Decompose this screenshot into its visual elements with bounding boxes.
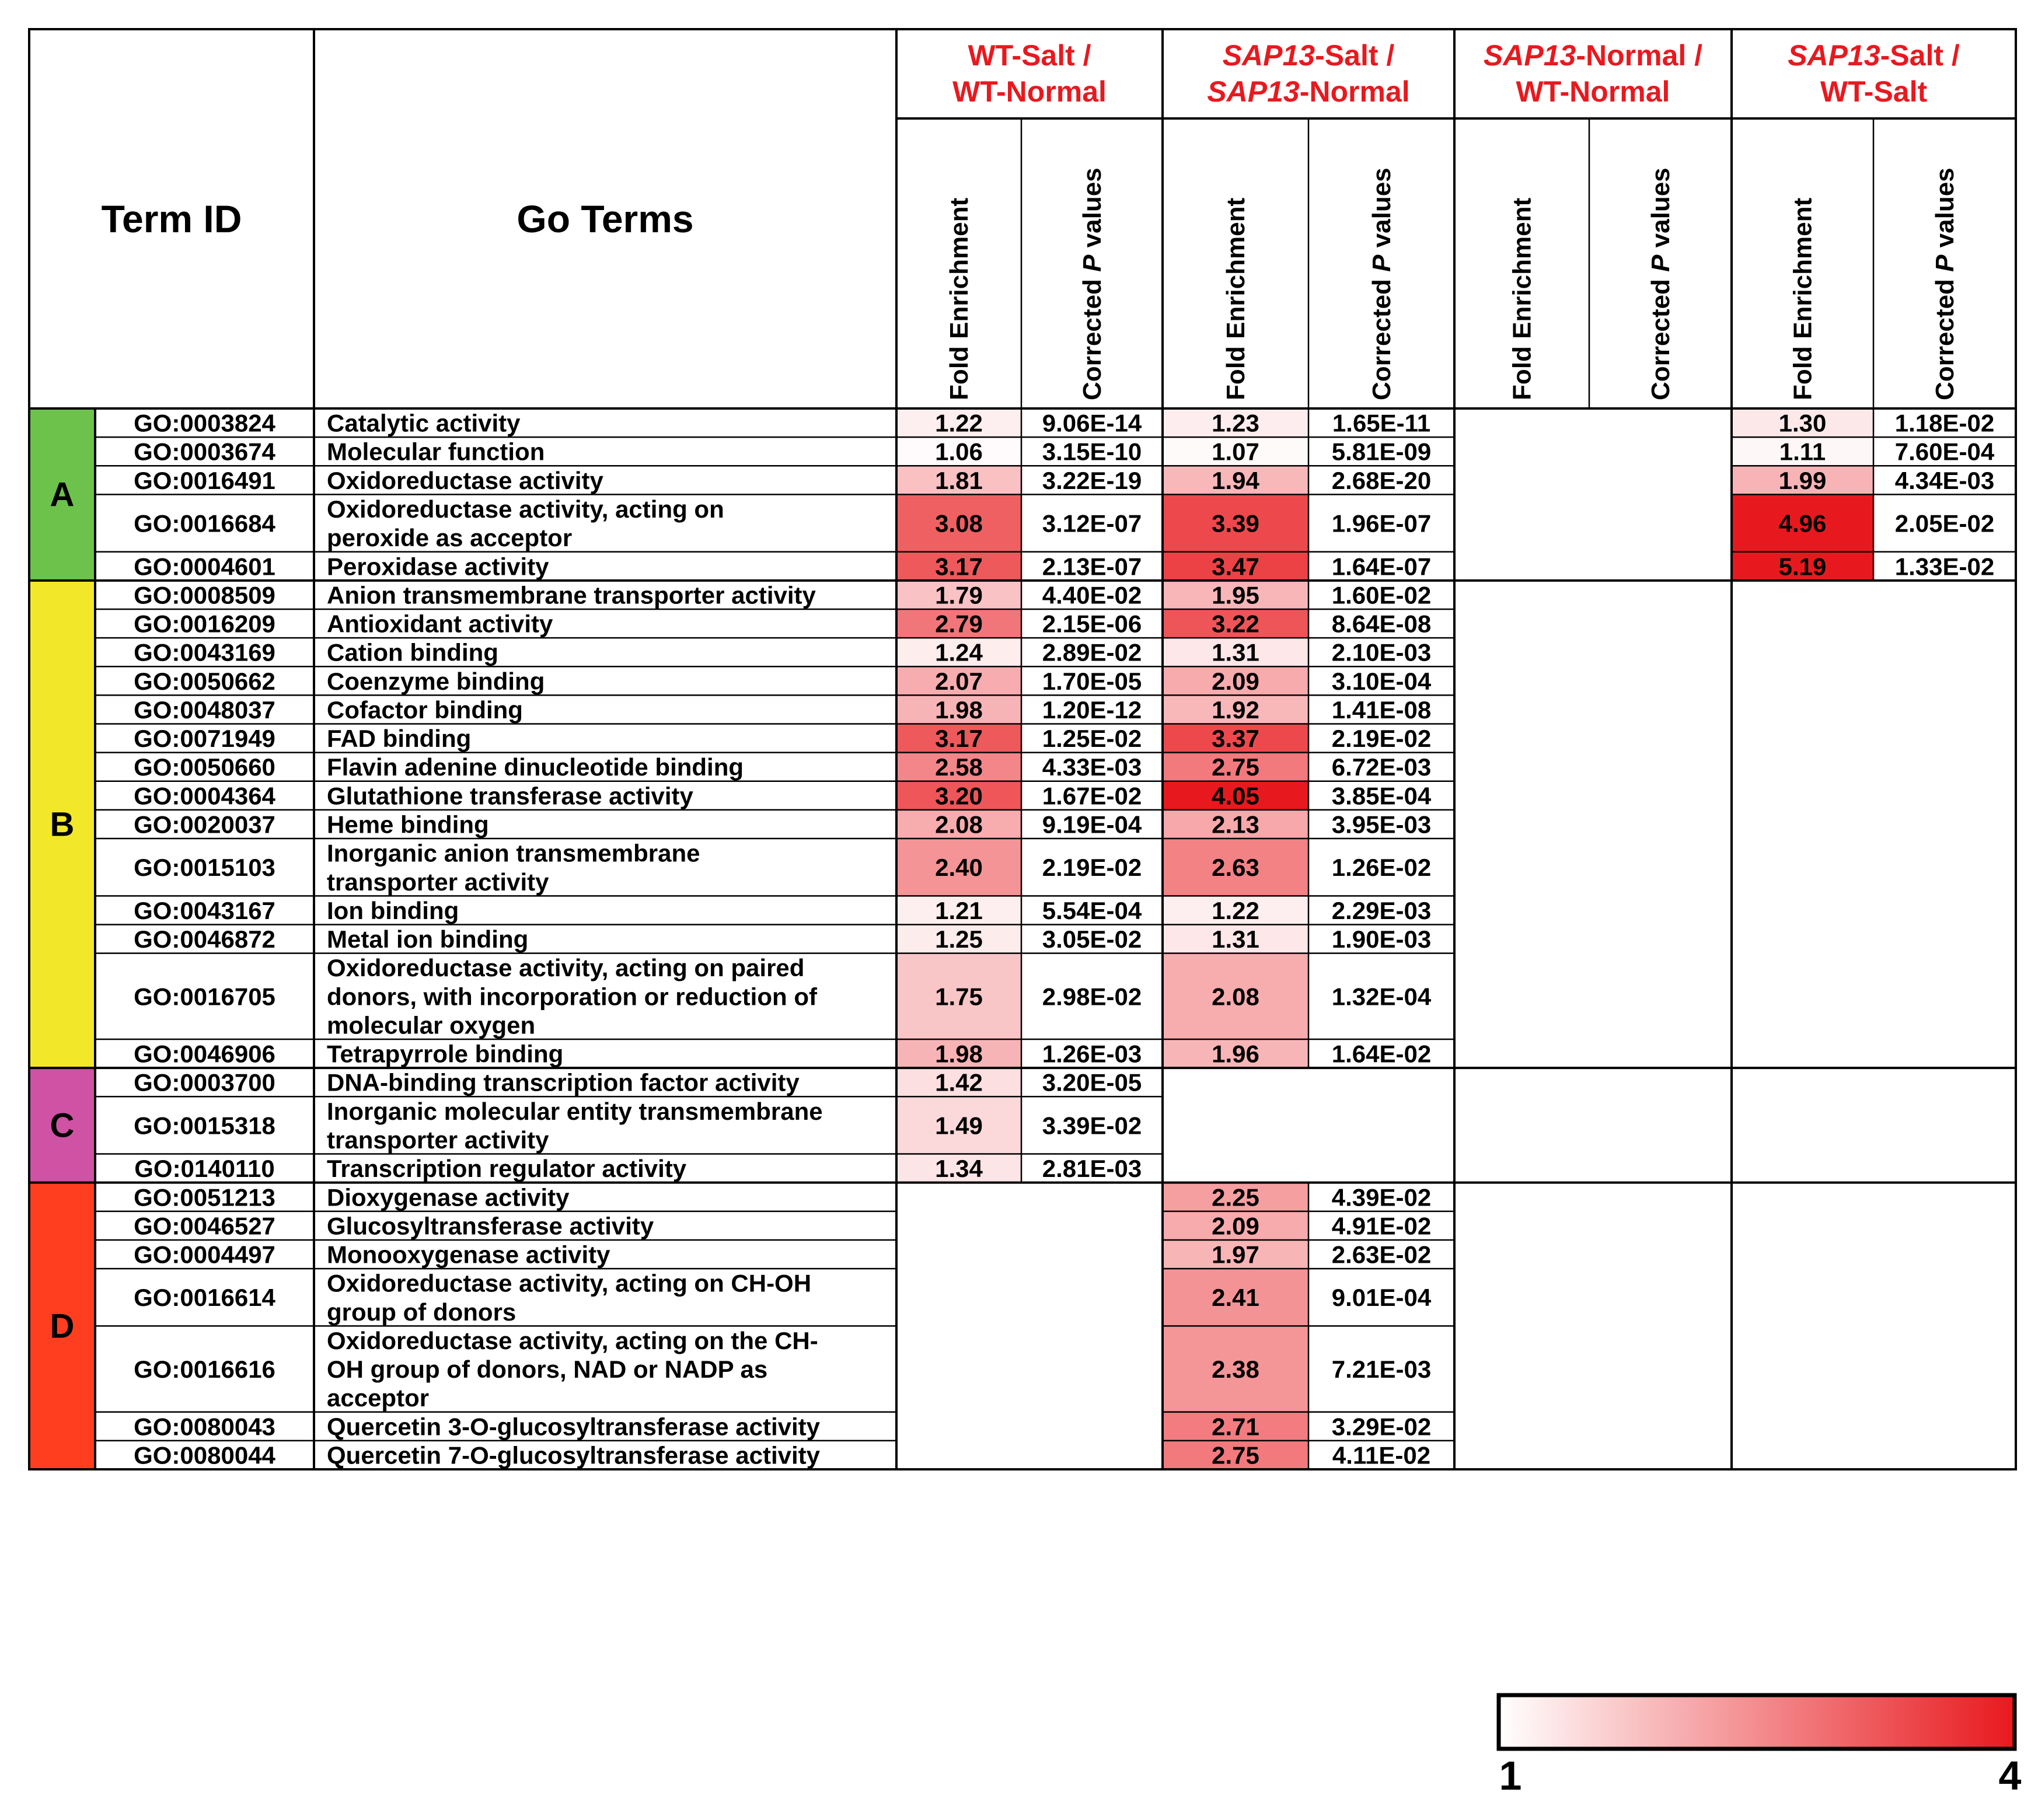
go-term-text: peroxide as acceptor: [327, 524, 573, 552]
fold-enrichment-value: 1.25: [935, 925, 983, 953]
term-id: GO:0016616: [134, 1356, 275, 1384]
fold-enrichment-value: 3.22: [1212, 610, 1259, 638]
p-value: 2.89E-02: [1042, 638, 1142, 666]
comparison-header-line2: [1207, 75, 1409, 108]
comparison-header-text: WT-Salt /: [968, 39, 1091, 72]
comparison-header-line1: [1788, 39, 1960, 72]
p-value: 8.64E-08: [1331, 610, 1432, 638]
term-id: GO:0043169: [134, 638, 275, 666]
go-term-text: Tetrapyrrole binding: [327, 1040, 564, 1068]
p-value: 1.26E-03: [1042, 1040, 1142, 1068]
fold-enrichment-value: 1.98: [935, 1040, 983, 1068]
comparison-header-text: WT-Normal: [1516, 75, 1670, 108]
p-value: 4.40E-02: [1042, 581, 1142, 609]
fold-enrichment-value: 1.75: [935, 983, 983, 1011]
go-term-text: Oxidoreductase activity: [327, 466, 603, 494]
p-value: 4.33E-03: [1042, 753, 1142, 781]
color-scale-bar: [1499, 1695, 2015, 1749]
p-value: 1.25E-02: [1042, 725, 1142, 753]
term-id: GO:0140110: [134, 1155, 275, 1183]
term-id: GO:0003824: [134, 409, 275, 437]
values-label: values: [1367, 167, 1396, 255]
go-term-text: FAD binding: [327, 725, 472, 753]
term-id: GO:0071949: [134, 725, 275, 753]
fold-enrichment-value: 1.97: [1212, 1241, 1259, 1269]
go-term-text: Inorganic molecular entity transmembrane: [327, 1097, 823, 1125]
fold-enrichment-value: 2.13: [1212, 811, 1259, 839]
corrected-label: Corrected: [1367, 271, 1396, 400]
p-value: 7.21E-03: [1331, 1356, 1432, 1384]
corrected-p-header: [1367, 167, 1396, 400]
color-scale-min-label: 1: [1499, 1753, 1522, 1798]
fold-enrichment-value: 2.08: [1212, 983, 1259, 1011]
fold-enrichment-value: 2.63: [1212, 854, 1259, 882]
p-label: P: [1078, 254, 1107, 272]
go-term-text: molecular oxygen: [327, 1011, 536, 1039]
term-id: GO:0046872: [134, 925, 275, 953]
fold-enrichment-value: 1.23: [1212, 409, 1259, 437]
term-id: GO:0043167: [134, 896, 275, 924]
p-value: 5.54E-04: [1042, 896, 1142, 924]
corrected-p-header: [1931, 167, 1959, 400]
term-id: GO:0016209: [134, 610, 275, 638]
go-term-text: OH group of donors, NAD or NADP as: [327, 1356, 768, 1384]
fold-enrichment-value: 2.40: [935, 854, 983, 882]
comparison-header-italic: SAP13: [1483, 39, 1576, 72]
p-label: P: [1646, 254, 1675, 272]
p-value: 1.33E-02: [1894, 553, 1995, 581]
corrected-p-header: [1078, 167, 1107, 400]
fold-enrichment-value: 3.20: [935, 782, 983, 810]
term-id: GO:0080043: [134, 1413, 275, 1441]
fold-enrichment-value: 1.96: [1212, 1040, 1259, 1068]
go-term-text: Antioxidant activity: [327, 610, 553, 638]
p-value: 1.64E-02: [1331, 1040, 1432, 1068]
fold-enrichment-value: 2.41: [1212, 1284, 1259, 1312]
fold-enrichment-value: 1.24: [935, 638, 983, 666]
p-value: 2.19E-02: [1331, 725, 1432, 753]
fold-enrichment-value: 1.34: [935, 1155, 983, 1183]
fold-enrichment-value: 3.08: [935, 509, 983, 537]
p-value: 2.81E-03: [1042, 1155, 1142, 1183]
fold-enrichment-value: 1.94: [1212, 466, 1259, 494]
term-id: GO:0050662: [134, 667, 275, 695]
group-b-label: B: [50, 805, 75, 844]
fold-enrichment-header: Fold Enrichment: [1222, 197, 1250, 400]
comparison-header-italic: SAP13: [1788, 39, 1880, 72]
fold-enrichment-value: 1.99: [1778, 466, 1827, 494]
go-term-text: Catalytic activity: [327, 409, 521, 437]
p-value: 1.65E-11: [1332, 409, 1431, 437]
go-term-text: Oxidoreductase activity, acting on: [327, 495, 724, 523]
go-term-text: acceptor: [327, 1384, 430, 1412]
term-id: GO:0046906: [134, 1040, 275, 1068]
comparison-header-text: WT-Normal: [952, 75, 1107, 108]
comparison-header-italic: SAP13: [1222, 39, 1315, 72]
go-terms-header: Go Terms: [517, 197, 694, 240]
fold-enrichment-value: 1.11: [1779, 438, 1826, 466]
go-term-text: Dioxygenase activity: [327, 1183, 570, 1211]
fold-enrichment-value: 1.95: [1212, 581, 1259, 609]
p-value: 5.81E-09: [1331, 438, 1432, 466]
comparison-header-text: -Normal /: [1576, 39, 1703, 72]
fold-enrichment-value: 3.17: [935, 725, 983, 753]
fold-enrichment-value: 2.75: [1212, 753, 1259, 781]
p-value: 9.01E-04: [1331, 1284, 1432, 1312]
fold-enrichment-value: 1.30: [1778, 409, 1827, 437]
fold-enrichment-value: 2.58: [935, 753, 983, 781]
term-id: GO:0020037: [134, 811, 275, 839]
term-id: GO:0004364: [134, 782, 275, 810]
fold-enrichment-value: 3.47: [1212, 553, 1259, 581]
p-value: 2.15E-06: [1042, 610, 1142, 638]
term-id-header: Term ID: [101, 197, 242, 240]
fold-enrichment-value: 2.09: [1212, 667, 1259, 695]
p-value: 3.95E-03: [1331, 811, 1432, 839]
p-value: 1.41E-08: [1331, 696, 1432, 724]
fold-enrichment-value: 4.05: [1212, 782, 1259, 810]
corrected-label: Corrected: [1931, 271, 1959, 400]
go-term-text: Flavin adenine dinucleotide binding: [327, 753, 744, 781]
fold-enrichment-value: 4.96: [1778, 509, 1827, 537]
fold-enrichment-value: 2.07: [935, 667, 983, 695]
p-value: 1.90E-03: [1331, 925, 1432, 953]
comparison-header-line2: [1820, 75, 1928, 108]
go-term-text: Oxidoreductase activity, acting on CH-OH: [327, 1269, 812, 1297]
p-value: 4.11E-02: [1332, 1441, 1431, 1469]
p-value: 2.10E-03: [1331, 638, 1432, 666]
p-value: 9.06E-14: [1042, 409, 1142, 437]
comparison-header-text: -Normal: [1299, 75, 1410, 108]
color-scale-max-label: 4: [1998, 1753, 2022, 1798]
term-id: GO:0046527: [134, 1212, 275, 1240]
p-value: 1.70E-05: [1042, 667, 1142, 695]
go-term-text: Heme binding: [327, 811, 489, 839]
term-id: GO:0003674: [134, 438, 275, 466]
term-id: GO:0015103: [134, 854, 275, 882]
p-label: P: [1367, 254, 1396, 272]
term-id: GO:0050660: [134, 753, 275, 781]
p-value: 3.05E-02: [1042, 925, 1142, 953]
fold-enrichment-value: 1.06: [935, 438, 983, 466]
values-label: values: [1078, 167, 1107, 255]
term-id: GO:0004497: [134, 1241, 275, 1269]
comparison-header-line2: [1516, 75, 1670, 108]
fold-enrichment-value: 3.39: [1212, 509, 1259, 537]
fold-enrichment-value: 1.21: [935, 896, 983, 924]
term-id: GO:0016684: [134, 509, 275, 537]
fold-enrichment-value: 1.07: [1212, 438, 1259, 466]
comparison-header-line1: [968, 39, 1091, 72]
term-id: GO:0048037: [134, 696, 275, 724]
term-id: GO:0016705: [134, 983, 275, 1011]
p-value: 1.32E-04: [1331, 983, 1432, 1011]
p-value: 4.34E-03: [1894, 466, 1995, 494]
p-value: 2.29E-03: [1331, 896, 1432, 924]
p-value: 2.05E-02: [1894, 509, 1995, 537]
group-c-label: C: [50, 1106, 75, 1145]
go-term-text: Oxidoreductase activity, acting on paired: [327, 954, 805, 982]
p-label: P: [1931, 254, 1959, 272]
term-id: GO:0016614: [134, 1284, 275, 1312]
fold-enrichment-value: 3.17: [935, 553, 983, 581]
comparison-header-text: -Salt /: [1315, 39, 1395, 72]
term-id: GO:0015318: [134, 1112, 275, 1140]
p-value: 1.18E-02: [1894, 409, 1995, 437]
p-value: 3.29E-02: [1331, 1413, 1432, 1441]
values-label: values: [1646, 167, 1675, 255]
p-value: 2.98E-02: [1042, 983, 1142, 1011]
p-value: 6.72E-03: [1331, 753, 1432, 781]
fold-enrichment-value: 1.22: [1212, 896, 1259, 924]
go-term-text: Peroxidase activity: [327, 553, 549, 581]
p-value: 2.68E-20: [1331, 466, 1432, 494]
fold-enrichment-value: 1.92: [1212, 696, 1259, 724]
p-value: 1.67E-02: [1042, 782, 1142, 810]
fold-enrichment-header: Fold Enrichment: [945, 197, 973, 400]
p-value: 3.12E-07: [1042, 509, 1142, 537]
p-value: 1.60E-02: [1331, 581, 1432, 609]
p-value: 2.63E-02: [1331, 1241, 1432, 1269]
p-value: 4.91E-02: [1331, 1212, 1432, 1240]
fold-enrichment-value: 1.79: [935, 581, 983, 609]
fold-enrichment-header: Fold Enrichment: [1788, 197, 1817, 400]
go-term-text: group of donors: [327, 1298, 517, 1326]
go-term-text: Molecular function: [327, 438, 545, 466]
group-a-label: A: [50, 476, 75, 514]
term-id: GO:0051213: [134, 1183, 275, 1211]
comparison-header-line1: [1223, 39, 1395, 72]
fold-enrichment-value: 1.81: [935, 466, 983, 494]
fold-enrichment-value: 1.98: [935, 696, 983, 724]
p-value: 3.10E-04: [1331, 667, 1432, 695]
p-value: 2.19E-02: [1042, 854, 1142, 882]
term-id: GO:0004601: [134, 553, 275, 581]
p-value: 3.39E-02: [1042, 1112, 1142, 1140]
fold-enrichment-value: 5.19: [1778, 553, 1827, 581]
values-label: values: [1931, 167, 1959, 255]
p-value: 3.85E-04: [1331, 782, 1432, 810]
p-value: 3.20E-05: [1042, 1068, 1142, 1096]
comparison-header-text: WT-Salt: [1820, 75, 1928, 108]
fold-enrichment-value: 2.25: [1212, 1183, 1259, 1211]
fold-enrichment-value: 1.49: [935, 1112, 983, 1140]
p-value: 7.60E-04: [1894, 438, 1995, 466]
fold-enrichment-value: 2.38: [1212, 1356, 1259, 1384]
go-term-text: transporter activity: [327, 868, 549, 896]
corrected-label: Corrected: [1646, 271, 1675, 400]
corrected-label: Corrected: [1078, 271, 1107, 400]
fold-enrichment-value: 2.71: [1212, 1413, 1259, 1441]
go-term-text: DNA-binding transcription factor activity: [327, 1068, 800, 1096]
go-term-text: donors, with incorporation or reduction of: [327, 983, 817, 1011]
term-id: GO:0008509: [134, 581, 275, 609]
go-term-text: Monooxygenase activity: [327, 1241, 610, 1269]
corrected-p-header: [1646, 167, 1675, 400]
p-value: 1.26E-02: [1331, 854, 1432, 882]
go-term-text: Glucosyltransferase activity: [327, 1212, 654, 1240]
fold-enrichment-value: 2.79: [935, 610, 983, 638]
fold-enrichment-value: 2.08: [935, 811, 983, 839]
go-term-text: Inorganic anion transmembrane: [327, 839, 700, 867]
fold-enrichment-value: 3.37: [1212, 725, 1259, 753]
go-term-text: Oxidoreductase activity, acting on the CH-: [327, 1326, 818, 1354]
fold-enrichment-value: 1.31: [1212, 925, 1259, 953]
comparison-header-line2: [952, 75, 1107, 108]
go-term-text: Quercetin 7-O-glucosyltransferase activity: [327, 1441, 820, 1469]
go-term-text: Quercetin 3-O-glucosyltransferase activity: [327, 1413, 820, 1441]
p-value: 1.20E-12: [1042, 696, 1142, 724]
go-term-text: Transcription regulator activity: [327, 1155, 687, 1183]
group-d-label: D: [50, 1307, 75, 1346]
fold-enrichment-header: Fold Enrichment: [1507, 197, 1537, 400]
p-value: 2.13E-07: [1042, 553, 1142, 581]
go-term-text: Glutathione transferase activity: [327, 782, 693, 810]
fold-enrichment-value: 1.42: [935, 1068, 983, 1096]
p-value: 1.64E-07: [1331, 553, 1432, 581]
term-id: GO:0080044: [134, 1441, 275, 1469]
comparison-header-italic: SAP13: [1207, 75, 1300, 108]
comparison-header-line1: [1484, 39, 1702, 72]
go-term-text: Coenzyme binding: [327, 667, 545, 695]
go-term-text: transporter activity: [327, 1126, 549, 1154]
fold-enrichment-value: 1.31: [1212, 638, 1259, 666]
fold-enrichment-value: 2.09: [1212, 1212, 1259, 1240]
go-term-text: Cation binding: [327, 638, 498, 666]
p-value: 4.39E-02: [1331, 1183, 1432, 1211]
p-value: 3.22E-19: [1042, 466, 1142, 494]
go-term-text: Cofactor binding: [327, 696, 523, 724]
p-value: 1.96E-07: [1331, 509, 1432, 537]
p-value: 9.19E-04: [1042, 811, 1142, 839]
term-id: GO:0016491: [134, 466, 275, 494]
term-id: GO:0003700: [134, 1068, 275, 1096]
go-term-text: Ion binding: [327, 896, 459, 924]
go-term-text: Anion transmembrane transporter activity: [327, 581, 816, 609]
fold-enrichment-value: 2.75: [1212, 1441, 1259, 1469]
p-value: 3.15E-10: [1042, 438, 1142, 466]
comparison-header-text: -Salt /: [1880, 39, 1960, 72]
fold-enrichment-value: 1.22: [935, 409, 983, 437]
go-term-text: Metal ion binding: [327, 925, 529, 953]
